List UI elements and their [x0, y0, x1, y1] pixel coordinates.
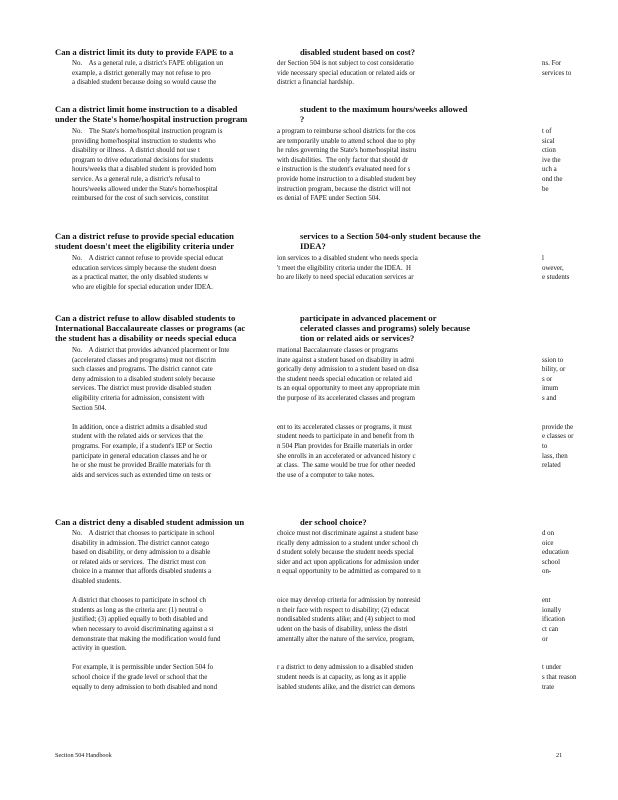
text-line	[72, 442, 578, 452]
text-fragment: Section 504.	[72, 404, 107, 412]
text-fragment: district a financial hardship.	[277, 79, 354, 87]
text-fragment: sical	[542, 137, 555, 145]
text-fragment: sider and act upon applications for admission under	[277, 558, 420, 566]
text-fragment: disabled students.	[72, 577, 121, 585]
text-fragment: s and	[542, 394, 557, 402]
text-fragment: the student needs special education or related aid	[277, 375, 412, 383]
text-fragment: service. As a general rule, a district's refusal to	[72, 175, 201, 183]
question-text-left: Can a district refuse to allow disabled students to	[55, 313, 236, 323]
text-fragment: aids and services such as extended time on tests or	[72, 471, 212, 479]
text-fragment: der Section 504 is not subject to cost consideratio	[277, 60, 414, 67]
text-fragment: (accelerated classes and programs) must not discrim	[72, 356, 216, 364]
text-line	[72, 423, 578, 433]
text-fragment: n equal opportunity to be admitted as compared to n	[277, 568, 421, 576]
text-line	[72, 254, 578, 264]
text-fragment: t under	[542, 664, 562, 672]
text-fragment: oice	[542, 539, 554, 547]
text-fragment: vide necessary special education or related aids or	[277, 69, 415, 77]
text-line	[72, 471, 578, 481]
text-fragment: a program to reimburse school districts for the cos	[277, 128, 416, 135]
text-fragment: as a practical matter, the only disabled students w	[72, 274, 209, 282]
text-fragment: amentally alter the nature of the service, program,	[277, 635, 415, 643]
text-fragment: owever,	[542, 264, 564, 272]
text-fragment: rically deny admission to a student under school ch	[277, 539, 419, 547]
text-line	[72, 625, 578, 635]
text-fragment: In addition, once a district admits a disabled stud	[72, 423, 207, 431]
text-fragment: to	[542, 442, 548, 450]
text-fragment: ent to its accelerated classes or programs, it must	[277, 423, 412, 431]
text-fragment: on-	[542, 568, 552, 576]
text-fragment: r a district to deny admission to a disabled studen	[277, 664, 414, 672]
text-fragment: ion services to a disabled student who needs specia	[277, 255, 418, 262]
text-fragment: provide home instruction to a disabled student bey	[277, 175, 417, 183]
text-line	[72, 615, 578, 625]
text-fragment: inate against a student based on disability in admi	[277, 356, 415, 364]
text-fragment: ond the	[542, 175, 563, 183]
question-text-left: under the State's home/hospital instruction program	[55, 114, 248, 124]
text-line	[72, 194, 578, 204]
answer-paragraph	[72, 529, 578, 692]
text-line	[72, 683, 578, 693]
text-line	[72, 461, 578, 471]
text-fragment: ent	[542, 597, 551, 605]
text-fragment: rnational Baccalaureate classes or programs	[277, 347, 398, 354]
text-fragment: gorically deny admission to a student based on disa	[277, 366, 419, 374]
question-text-left: Can a district limit its duty to provide FAPE to a	[55, 47, 234, 57]
text-fragment: d on	[542, 530, 555, 537]
text-fragment: hours/weeks allowed under the State's home/hospital	[72, 185, 218, 193]
answer-paragraph	[72, 127, 578, 204]
text-fragment: eligibility criteria for admission, consistent with	[72, 394, 205, 402]
text-line	[72, 432, 578, 442]
text-fragment: nondisabled students alike; and (4) subject to mod	[277, 616, 416, 624]
text-line	[72, 644, 578, 654]
question-text-right: participate in advanced placement or	[300, 313, 437, 323]
text-line	[72, 365, 578, 375]
text-line	[72, 175, 578, 185]
text-line	[72, 127, 578, 137]
text-fragment: ssion to	[542, 356, 564, 364]
text-fragment: No. A district that provides advanced placement or Inte	[72, 347, 230, 354]
text-fragment: disability or illness. A district should not use t	[72, 147, 200, 155]
text-fragment: trate	[542, 683, 555, 691]
text-line	[72, 356, 578, 366]
text-line	[72, 69, 578, 79]
text-fragment: at class. The same would be true for other needed	[277, 462, 416, 470]
text-fragment: based on disability, or deny admission to a disable	[72, 549, 211, 557]
text-fragment: For example, it is permissible under Section 504 fo	[72, 664, 214, 672]
text-line	[72, 346, 578, 356]
text-fragment: e classes or	[542, 433, 574, 441]
text-fragment: ts an equal opportunity to meet any appropriate min	[277, 385, 420, 393]
question-text-left: Can a district refuse to provide special education	[55, 231, 234, 241]
text-line	[72, 273, 578, 283]
text-fragment: education	[542, 549, 569, 557]
text-fragment: or related aids or services. The district must con	[72, 558, 206, 566]
question-text-right: IDEA?	[300, 241, 326, 251]
text-fragment: s that reason	[542, 673, 577, 681]
question-text-right: der school choice?	[300, 517, 367, 527]
text-line	[72, 185, 578, 195]
text-fragment: e students	[542, 274, 570, 282]
text-fragment: the purpose of its accelerated classes and program	[277, 394, 415, 402]
text-fragment: choice must not discriminate against a student base	[277, 530, 419, 537]
text-fragment: who are eligible for special education under IDEA.	[72, 283, 213, 291]
text-fragment: are temporarily unable to attend school due to phy	[277, 137, 416, 145]
text-fragment: justified; (3) applied equally to both disabled and	[72, 616, 208, 624]
text-line	[72, 452, 578, 462]
text-fragment: be	[542, 185, 549, 193]
question-text-right: services to a Section 504-only student because the	[300, 231, 481, 241]
text-fragment: No. A district that chooses to participate in school	[72, 530, 215, 537]
page-number: 21	[556, 752, 563, 759]
text-fragment: students as long as the criteria are: (1) neutral o	[72, 606, 203, 614]
text-fragment: No. As a general rule, a district's FAPE obligation un	[72, 60, 224, 67]
text-fragment: when necessary to avoid discriminating against a st	[72, 625, 214, 633]
text-fragment: n their face with respect to disability; (2) educat	[277, 606, 410, 614]
text-fragment: services. The district must provide disabled studen	[72, 385, 212, 393]
text-line	[72, 654, 578, 664]
question-text-left: International Baccalaureate classes or programs (ac	[55, 323, 246, 333]
text-fragment: hours/weeks that a disabled student is provided hom	[72, 166, 217, 174]
text-fragment: the use of a computer to take notes.	[277, 471, 375, 479]
question-text-right: celerated classes and programs) solely because	[300, 323, 471, 333]
text-fragment: ction	[542, 147, 556, 155]
question-text-left: Can a district deny a disabled student admission un	[55, 517, 245, 527]
footer-title: Section 504 Handbook	[55, 752, 112, 759]
text-fragment: student needs is at capacity, as long as it applie	[277, 673, 407, 681]
text-fragment: es denial of FAPE under Section 504.	[277, 195, 381, 203]
text-fragment: a disabled student because doing so would cause the	[72, 79, 217, 87]
question-text-left: the student has a disability or needs special educa	[55, 333, 237, 343]
text-line	[72, 606, 578, 616]
text-fragment: s or	[542, 375, 553, 383]
text-fragment: l	[542, 255, 544, 262]
answer-paragraph	[72, 59, 578, 88]
text-line	[72, 375, 578, 385]
text-fragment: choice in a manner that affords disabled students a	[72, 568, 212, 576]
text-line	[72, 673, 578, 683]
question-text-right: disabled student based on cost?	[300, 47, 416, 57]
text-fragment: school	[542, 558, 560, 566]
text-line	[72, 587, 578, 597]
text-fragment: education services simply because the student doesn	[72, 264, 217, 272]
text-fragment: with disabilities. The only factor that should dr	[277, 156, 408, 164]
question-text-left: Can a district limit home instruction to a disabled	[55, 104, 238, 114]
text-line	[72, 539, 578, 549]
text-fragment: reimbursed for the cost of such services, constitut	[72, 195, 209, 203]
text-line	[72, 137, 578, 147]
text-fragment: bility, or	[542, 366, 566, 374]
text-fragment: school choice if the grade level or school that the	[72, 673, 208, 681]
text-fragment: t of	[542, 128, 552, 135]
text-fragment: udent on the basis of disability, unless the distri	[277, 625, 408, 633]
text-fragment: providing home/hospital instruction to students who	[72, 137, 216, 145]
question-text-right: ?	[300, 114, 305, 124]
text-line	[72, 404, 578, 414]
text-fragment: ho are likely to need special education services ar	[277, 274, 414, 282]
text-line	[72, 413, 578, 423]
text-fragment: provide the	[542, 423, 574, 431]
answer-paragraph	[72, 346, 578, 480]
question-text-left: student doesn't meet the eligibility criteria under	[55, 241, 235, 251]
text-fragment: ionally	[542, 606, 562, 614]
text-fragment: instruction program, because the district will not	[277, 185, 411, 193]
text-line	[72, 577, 578, 587]
text-line	[72, 78, 578, 88]
text-fragment: n 504 Plan provides for Braille materials in order	[277, 442, 413, 450]
text-line	[72, 264, 578, 274]
text-fragment: ification	[542, 616, 565, 624]
text-fragment: lass, then	[542, 452, 568, 460]
text-fragment: student needs to participate in and benefit from th	[277, 433, 415, 441]
question-text-right: student to the maximum hours/weeks allowed	[300, 104, 468, 114]
text-fragment: e instruction is the student's evaluated need for s	[277, 166, 411, 174]
text-fragment: ns. For	[542, 60, 562, 67]
answer-paragraph	[72, 254, 578, 292]
text-fragment: or	[542, 635, 548, 643]
text-fragment: he or she must be provided Braille materials for th	[72, 462, 211, 470]
text-fragment: ive the	[542, 156, 561, 164]
text-line	[72, 165, 578, 175]
text-line	[72, 596, 578, 606]
text-fragment: he rules governing the State's home/hospital instru	[277, 147, 417, 155]
text-fragment: No. A district cannot refuse to provide special educat	[72, 255, 224, 262]
text-fragment: imum	[542, 385, 559, 393]
text-fragment: No. The State's home/hospital instruction program is	[72, 128, 223, 135]
text-fragment: activity in question.	[72, 645, 127, 653]
text-line	[72, 156, 578, 166]
text-fragment: services to	[542, 69, 572, 77]
text-fragment: she enrolls in an accelerated or advanced history c	[277, 452, 416, 460]
text-fragment: deny admission to a disabled student solely because	[72, 375, 215, 383]
text-line	[72, 635, 578, 645]
text-fragment: demonstrate that making the modification would fund	[72, 635, 221, 643]
text-fragment: equally to deny admission to both disabled and nond	[72, 683, 218, 691]
text-line	[72, 283, 578, 293]
text-fragment: A district that chooses to participate in school ch	[72, 597, 206, 605]
text-fragment: such classes and programs. The district cannot cate	[72, 366, 213, 374]
text-line	[72, 663, 578, 673]
text-fragment: disability in admission. The district cannot catego	[72, 539, 210, 547]
text-fragment: isabled students alike, and the district can demons	[277, 683, 415, 691]
text-line	[72, 384, 578, 394]
text-fragment: programs. For example, if a student's IEP or Sectio	[72, 442, 213, 450]
text-line	[72, 567, 578, 577]
text-line	[72, 548, 578, 558]
text-fragment: ct can	[542, 625, 559, 633]
question-text-right: tion or related aids or services?	[300, 333, 415, 343]
text-fragment: related	[542, 462, 561, 470]
text-fragment: d student solely because the student needs special	[277, 549, 414, 557]
text-line	[72, 59, 578, 69]
text-fragment: example, a district generally may not refuse to pro	[72, 69, 211, 77]
text-fragment: participate in general education classes and he or	[72, 452, 207, 460]
text-fragment: program to drive educational decisions for students	[72, 156, 214, 164]
text-fragment: 't meet the eligibility criteria under the IDEA. H	[277, 264, 412, 272]
text-fragment: oice may develop criteria for admission by nonresid	[277, 597, 421, 605]
text-line	[72, 394, 578, 404]
text-fragment: student with the related aids or services that the	[72, 433, 203, 441]
text-fragment: uch a	[542, 166, 557, 174]
text-line	[72, 146, 578, 156]
text-line	[72, 529, 578, 539]
text-line	[72, 558, 578, 568]
